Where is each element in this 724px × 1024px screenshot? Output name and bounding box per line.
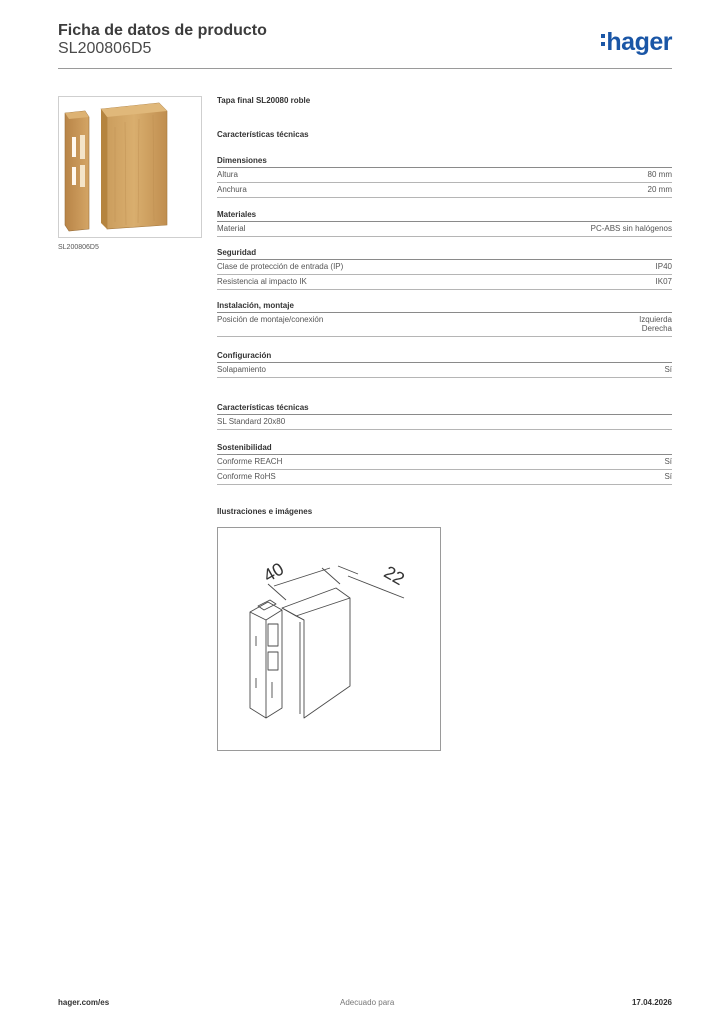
product-photo: [58, 96, 202, 238]
hager-logo[interactable]: [601, 28, 672, 57]
dimension-drawing: [217, 527, 441, 751]
dim-extension-line: [268, 584, 286, 600]
spec-label: Material: [217, 224, 246, 233]
spec-value: IP40: [655, 262, 672, 271]
spec-row: [217, 260, 672, 275]
spec-row: [217, 222, 672, 237]
spec-row: [217, 415, 672, 430]
spec-row: [217, 183, 672, 198]
spec-value: Sí: [664, 472, 672, 481]
spec-row: [217, 313, 672, 337]
product-code: SL200806D5: [58, 40, 152, 57]
spec-value: 20 mm: [647, 185, 672, 194]
page-title: Ficha de datos de producto: [58, 22, 267, 39]
section-title: Instalación, montaje: [217, 301, 672, 313]
dim-extension-line: [338, 566, 358, 574]
spec-value: [639, 315, 672, 333]
spec-row: [217, 168, 672, 183]
spec-label: Posición de montaje/conexión: [217, 315, 324, 324]
dim-label-depth: 22: [380, 561, 408, 590]
logo-colon-icon: [601, 34, 605, 50]
spec-label: Solapamiento: [217, 365, 266, 374]
photo-caption: SL200806D5: [58, 244, 99, 251]
logo-text: hager: [606, 28, 672, 56]
section-title: Materiales: [217, 210, 672, 222]
spec-value: PC-ABS sin halógenos: [590, 224, 672, 233]
dim-extension-line: [322, 568, 340, 584]
section-dimensiones: [217, 156, 672, 198]
section-instalacion-montaje: [217, 301, 672, 337]
section-title: Seguridad: [217, 248, 672, 260]
section-seguridad: [217, 248, 672, 290]
section-title: Características técnicas: [217, 403, 672, 415]
section-materiales: [217, 210, 672, 237]
spec-label: Conforme REACH: [217, 457, 283, 466]
spec-value: 80 mm: [647, 170, 672, 179]
section-ilustraciones: Ilustraciones e imágenes: [217, 507, 313, 516]
spec-label: Anchura: [217, 185, 247, 194]
footer-date: 17.04.2026: [631, 998, 672, 1007]
spec-label: Resistencia al impacto IK: [217, 277, 307, 286]
footer-website[interactable]: hager.com/es: [58, 998, 110, 1007]
header-divider: [58, 68, 672, 69]
spec-row: [217, 275, 672, 290]
spec-value: Sí: [664, 365, 672, 374]
spec-label: Altura: [217, 170, 238, 179]
spec-value-line: Izquierda: [639, 315, 672, 324]
section-caracteristicas-tecnicas: Características técnicas: [217, 130, 309, 139]
spec-row: [217, 455, 672, 470]
section-sostenibilidad: [217, 443, 672, 485]
clip-outline: [250, 600, 282, 718]
spec-row: [217, 470, 672, 485]
product-name: Tapa final SL20080 roble: [217, 96, 311, 105]
spec-value: Sí: [664, 457, 672, 466]
section-title: Sostenibilidad: [217, 443, 672, 455]
section-caracteristicas-tecnicas-2: [217, 403, 672, 430]
cover-outline: [282, 588, 350, 718]
spec-label: SL Standard 20x80: [217, 417, 286, 426]
section-title: Dimensiones: [217, 156, 672, 168]
spec-row: [217, 363, 672, 378]
spec-label: Clase de protección de entrada (IP): [217, 262, 344, 271]
footer-note: Adecuado para: [340, 998, 395, 1007]
spec-label: Conforme RoHS: [217, 472, 276, 481]
dim-label-width: 40: [259, 558, 288, 586]
spec-value: IK07: [655, 277, 672, 286]
section-title: Configuración: [217, 351, 672, 363]
spec-value-line: Derecha: [641, 324, 672, 333]
section-configuracion: [217, 351, 672, 378]
